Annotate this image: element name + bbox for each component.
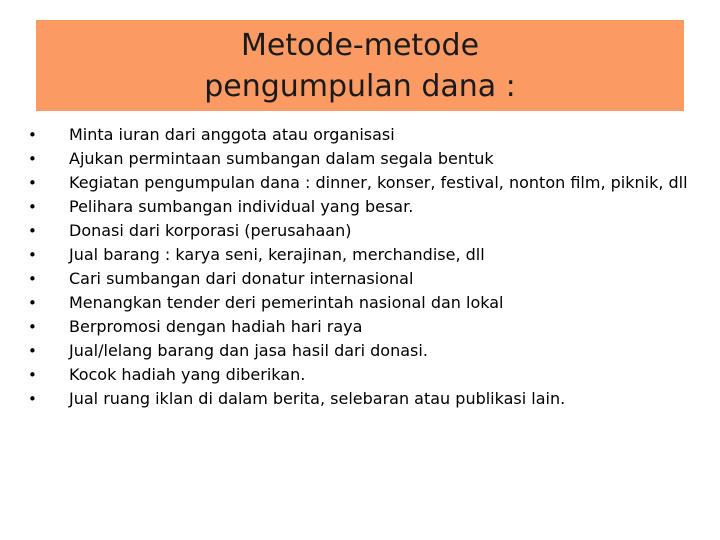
bullet-dot: • [28, 222, 37, 240]
bullet-item [28, 319, 688, 336]
bullet-dot: • [28, 150, 37, 168]
bullet-item [28, 175, 688, 192]
bullet-text: Berpromosi dengan hadiah hari raya [69, 317, 363, 336]
bullet-text: Ajukan permintaan sumbangan dalam segala bentuk [69, 149, 494, 168]
slide-title-line-1: Metode-metode [240, 27, 480, 63]
slide-title [204, 25, 516, 107]
slide-title-banner [36, 20, 684, 111]
bullet-item [28, 343, 688, 360]
bullet-text: Minta iuran dari anggota atau organisasi [69, 125, 395, 144]
bullet-item [28, 127, 688, 144]
bullet-text: Pelihara sumbangan individual yang besar. [69, 197, 414, 216]
bullet-dot: • [28, 294, 37, 312]
bullet-item [28, 367, 688, 384]
bullet-list [28, 127, 688, 415]
bullet-dot: • [28, 174, 37, 192]
bullet-item [28, 247, 688, 264]
bullet-text: Jual ruang iklan di dalam berita, selebaran atau publikasi lain. [69, 389, 566, 408]
bullet-dot: • [28, 198, 37, 216]
bullet-text: Donasi dari korporasi (perusahaan) [69, 221, 352, 240]
bullet-text: Jual barang : karya seni, kerajinan, merchandise, dll [69, 245, 485, 264]
bullet-item [28, 199, 688, 216]
bullet-text: Jual/lelang barang dan jasa hasil dari donasi. [69, 341, 428, 360]
bullet-dot: • [28, 342, 37, 360]
bullet-dot: • [28, 246, 37, 264]
bullet-text: Cari sumbangan dari donatur internasional [69, 269, 414, 288]
bullet-text: Kegiatan pengumpulan dana : dinner, konser, festival, nonton film, piknik, dll [69, 173, 688, 192]
bullet-dot: • [28, 390, 37, 408]
bullet-item [28, 151, 688, 168]
bullet-dot: • [28, 366, 37, 384]
bullet-text: Menangkan tender deri pemerintah nasional dan lokal [69, 293, 504, 312]
bullet-item [28, 391, 688, 408]
bullet-dot: • [28, 126, 37, 144]
bullet-item [28, 223, 688, 240]
bullet-item [28, 295, 688, 312]
bullet-dot: • [28, 318, 37, 336]
bullet-dot: • [28, 270, 37, 288]
bullet-text: Kocok hadiah yang diberikan. [69, 365, 306, 384]
bullet-item [28, 271, 688, 288]
slide-title-line-2: pengumpulan dana : [204, 68, 516, 104]
